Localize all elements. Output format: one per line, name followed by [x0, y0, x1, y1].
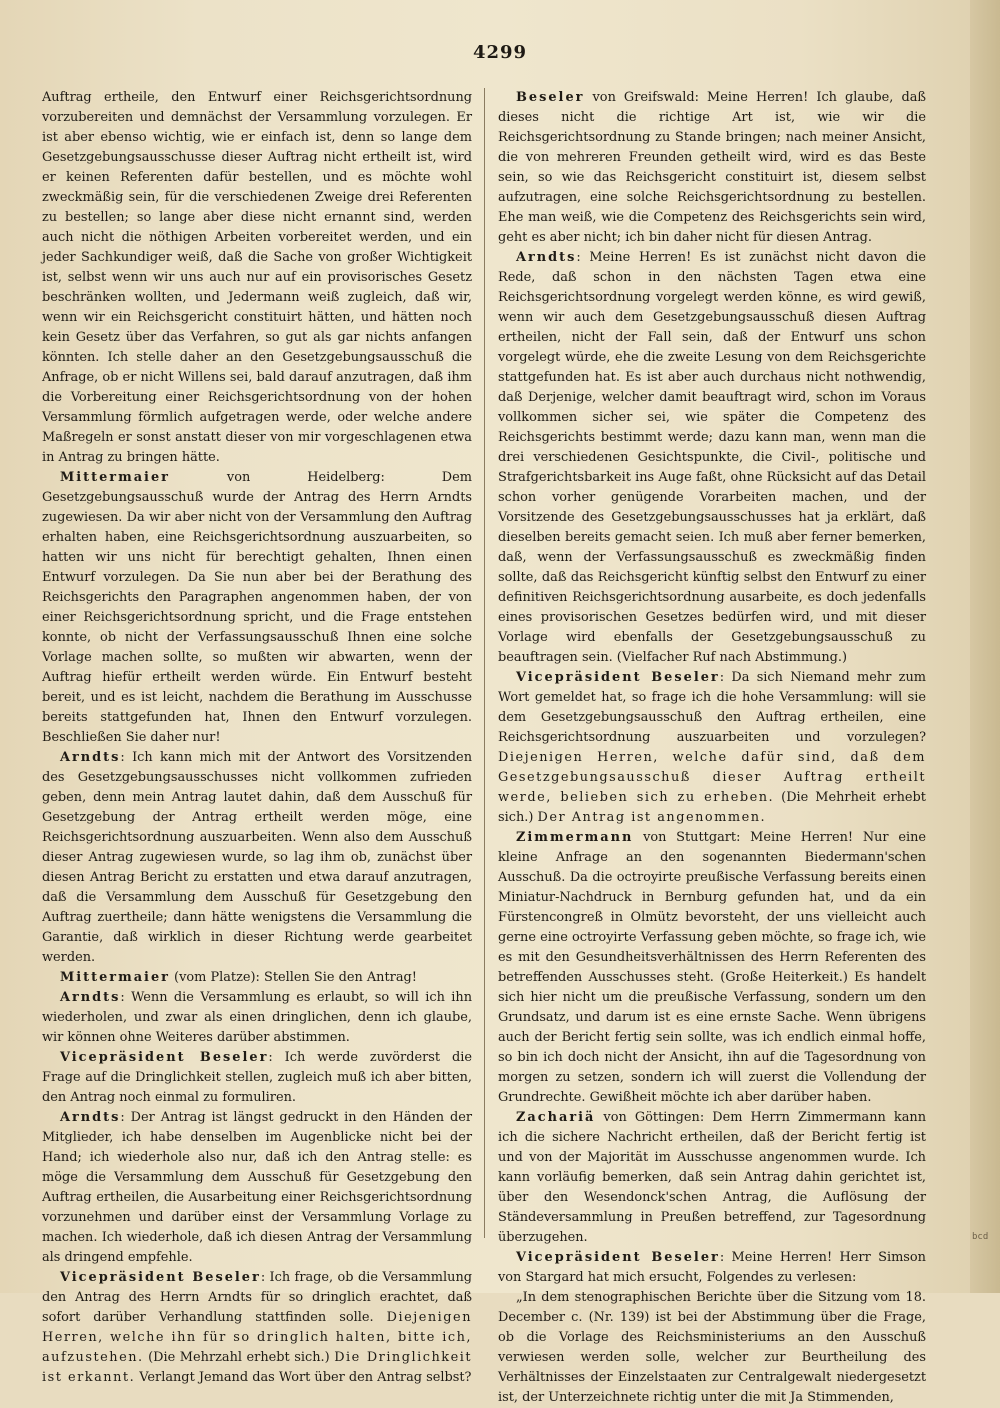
paragraph: [498, 1108, 926, 1248]
paragraph: Auftrag ertheile, den Entwurf einer Reichsgerichtsordnung vorzubereiten und demnächst der Versammlung vorzulegen. Er ist aber ebenso wichtig, wie er einfach ist, denn so lange dem Gesetzgebungsausschusse dieser Auftrag nicht ertheilt ist, wird er keinen Referenten dafür bestellen, und es möchte wohl zweckmäßig sein, für die verschiedenen Zweige drei Referenten zu bestellen; so lange aber diese nicht ernannt sind, werden auch nicht die nöthigen Arbeiten vorbereitet werden, und ein jeder Sachkundiger weiß, daß die Sache von großer Wichtigkeit ist, selbst wenn wir uns auch nur auf ein provisorisches Gesetz beschränken wollten, und Jedermann weiß zugleich, daß wir, wenn wir ein Reichsgericht constituirt hätten, und hätten noch kein Gesetz über das Verfahren, so gut als gar nichts anfangen könnten. Ich stelle daher an den Gesetzgebungsausschuß die Anfrage, ob er nicht Willens sei, bald darauf anzutragen, daß ihm die Vorbereitung einer Reichsgerichtsordnung von der hohen Versammlung förmlich aufgetragen werde, oder welche andere Maßregeln er sonst anstatt dieser von mir vorgeschlagenen etwa in Antrag zu bringen hätte.: [42, 90, 472, 465]
spaced-text: Der Antrag ist angenommen.: [537, 810, 767, 825]
speech-text: (vom Platze): Stellen Sie den Antrag!: [169, 970, 417, 985]
speaker-name: Vicepräsident Beseler: [516, 670, 720, 685]
speech-text: : Da sich Niemand mehr zum Wort gemeldet hat, so frage ich die hohe Versammlung: will sie dem Gesetzgebungsausschuß den Auftrag ertheilen, eine Reichsgerichtsordnung auszuarbeiten und vorzulegen?: [498, 670, 926, 745]
speaker-name: Mittermaier: [60, 970, 170, 985]
speaker-name: Arndts: [60, 990, 121, 1005]
speaker-name: Vicepräsident Beseler: [60, 1270, 261, 1285]
speech-text: von Stuttgart: Meine Herren! Nur eine kleine Anfrage an den sogenannten Biedermann'schen Ausschuß. Da die octroyirte preußische Verfassung bereits einen Miniatur-Nachdruck in Bernburg gefunden hat, und da ein Fürstencongreß in Olmütz bevorsteht, der uns vielleicht auch gerne eine octroyirte Verfassung geben möchte, so frage ich, wie es mit den Gesundheitsverhältnissen des Herrn Referenten des betreffenden Ausschusses steht. (Große Heiterkeit.) Es handelt sich hier nicht um die preußische Verfassung, sondern um den Grundsatz, und darum ist es eine ernste Sache. Wenn übrigens auch der Bericht fertig sein sollte, was ich endlich einmal hoffe, so bin ich doch nicht der Ansicht, ihn auf die Tagesordnung von morgen zu setzen, sondern ich will zuerst die Vollendung der Grundrechte. Gewißheit möchte ich aber darüber haben.: [498, 830, 926, 1105]
speech-text: : Wenn die Versammlung es erlaubt, so will ich ihn wiederholen, und zwar als einen dringlichen, denn ich glaube, wir können ohne Weiteres darüber abstimmen.: [42, 990, 472, 1045]
speaker-name: Vicepräsident Beseler: [516, 1250, 720, 1265]
speaker-name: Zachariä: [516, 1110, 596, 1125]
paragraph: [42, 988, 472, 1048]
paragraph: [498, 88, 926, 248]
speech-text: : Ich frage, ob die Versammlung den Antrag des Herrn Arndts für so dringlich erachtet, daß sofort darüber Verhandlung stattfinden solle.: [42, 1270, 472, 1325]
speech-text: (Die Mehrzahl erhebt sich.): [143, 1350, 335, 1365]
paragraph: [498, 248, 926, 668]
speaker-name: Mittermaier: [60, 470, 170, 485]
speaker-name: Arndts: [516, 250, 577, 265]
paragraph: [498, 828, 926, 1108]
speech-text: : Ich kann mich mit der Antwort des Vorsitzenden des Gesetzgebungsausschusses nicht vollkommen zufrieden geben, denn mein Antrag lautet dahin, daß dem Ausschuß für Gesetzgebung der Antrag ertheilt werden möge, eine Reichsgerichtsordnung auszuarbeiten. Wenn also dem Ausschuß dieser Antrag zugewiesen wurde, so lag ihm ob, zunächst über diesen Antrag Bericht zu erstatten und etwa darauf anzutragen, daß die Versammlung dem Ausschuß für Gesetzgebung den Auftrag zuertheile; dann hätte wenigstens die Versammlung die Garantie, daß wirklich in dieser Richtung werde gearbeitet werden.: [42, 750, 472, 965]
spaced-text: Diejenigen Herren, welche dafür sind, daß dem Gesetzgebungsausschuß dieser Auftrag ertheilt werde, belieben sich zu erheben.: [498, 750, 926, 805]
speech-text: von Greifswald: Meine Herren! Ich glaube, daß dieses nicht die richtige Art ist, wie wir die Reichsgerichtsordnung zu Stande bringen; nach meiner Ansicht, die von mehreren Freunden getheilt wird, wird es das Beste sein, so wie das Reichsgericht constituirt ist, diesem selbst aufzutragen, eine solche Reichsgerichtsordnung zu bestellen. Ehe man weiß, wie die Competenz des Reichsgerichts sein wird, geht es aber nicht; ich bin daher nicht für diesen Antrag.: [498, 90, 926, 245]
paragraph: [42, 1108, 472, 1268]
speaker-name: Vicepräsident Beseler: [60, 1050, 269, 1065]
paragraph: [42, 1048, 472, 1108]
speech-text: Verlangt Jemand das Wort über den Antrag selbst?: [135, 1370, 472, 1385]
left-column: [42, 88, 473, 1385]
column-divider: [484, 88, 485, 1238]
speech-text: : Ich werde zuvörderst die Frage auf die Dringlichkeit stellen, zugleich muß ich aber bitten, den Antrag noch einmal zu formuliren.: [42, 1050, 472, 1105]
spaced-text: Die Dringlichkeit ist erkannt.: [42, 1350, 473, 1385]
speech-text: : Meine Herren! Herr Simson von Stargard hat mich ersucht, Folgendes zu verlesen:: [498, 1250, 926, 1285]
page-edge-strip: [970, 0, 1000, 1293]
paragraph: [498, 668, 926, 828]
page-number: 4299: [472, 42, 528, 63]
paragraph: [42, 968, 472, 988]
speech-text: von Heidelberg: Dem Gesetzgebungsausschuß wurde der Antrag des Herrn Arndts zugewiesen. Da wir aber nicht von der Versammlung den Auftrag erhalten haben, eine Reichsgerichtsordnung auszuarbeiten, so hatten wir uns nicht für berechtigt gehalten, Ihnen einen Entwurf vorzulegen. Da Sie nun aber bei der Berathung des Reichsgerichts den Paragraphen angenommen haben, der von einer Reichsgerichtsordnung spricht, und die Frage entstehen konnte, ob nicht der Verfassungsausschuß Ihnen eine solche Vorlage machen sollte, so mußten wir abwarten, wenn der Auftrag hiefür ertheilt werden würde. Ein Entwurf besteht bereit, und es ist leicht, nachdem die Berathung im Ausschusse bereits stattgefunden hat, Ihnen den Entwurf vorzulegen. Beschließen Sie daher nur!: [42, 470, 472, 745]
speaker-name: Zimmermann: [516, 830, 634, 845]
paragraph: [42, 748, 472, 968]
paragraph: [42, 1268, 472, 1388]
speaker-name: Arndts: [60, 1110, 121, 1125]
paragraph: „In dem stenographischen Berichte über die Sitzung vom 18. December c. (Nr. 139) ist bei der Abstimmung über die Frage, ob die Vorlage des Reichsministeriums an den Ausschuß verwiesen werden solle, welcher zur Beurtheilung des Verhältnisses der Einzelstaaten zur Centralgewalt niedergesetzt ist, der Unterzeichnete richtig unter die mit Ja Stimmenden,: [498, 1290, 926, 1405]
speech-text: : Der Antrag ist längst gedruckt in den Händen der Mitglieder, ich habe denselben im Augenblicke nicht bei der Hand; ich wiederhole also nur, daß ich den Antrag stelle: es möge die Versammlung dem Ausschuß für Gesetzgebung den Auftrag ertheilen, die Ausarbeitung einer Reichsgerichtsordnung vorzunehmen und darüber einst der Versammlung Vorlage zu machen. Ich wiederhole, daß ich diesen Antrag der Versammlung als dringend empfehle.: [42, 1110, 472, 1265]
spaced-text: Diejenigen Herren, welche ihn für so dringlich halten, bitte ich, aufzustehen.: [42, 1310, 472, 1365]
speaker-name: Arndts: [60, 750, 121, 765]
speech-text: (Die Mehrheit erhebt sich.): [498, 790, 926, 825]
speech-text: von Göttingen: Dem Herrn Zimmermann kann ich die sichere Nachricht ertheilen, daß der Bericht fertig ist und von der Majorität im Ausschusse angenommen wurde. Ich kann vorläufig bemerken, daß sein Antrag dahin gerichtet ist, über den Wesendonck'schen Antrag, die Auflösung der Ständeversammlung in Preußen betreffend, zur Tagesordnung überzugehen.: [498, 1110, 926, 1245]
speaker-name: Beseler: [516, 90, 585, 105]
paragraph: [498, 1248, 926, 1288]
right-column: [498, 88, 926, 1405]
paragraph: [42, 468, 472, 748]
speech-text: : Meine Herren! Es ist zunächst nicht davon die Rede, daß schon in den nächsten Tagen etwa eine Reichsgerichtsordnung vorgelegt werden könne, es wird gewiß, wenn wir auch dem Gesetzgebungsausschuß diesen Auftrag ertheilen, nicht der Fall sein, daß der Entwurf uns schon vorgelegt würde, ehe die zweite Lesung von dem Reichsgerichte stattgefunden hat. Es ist aber auch durchaus nicht nothwendig, daß Derjenige, welcher damit beauftragt wird, schon im Voraus vollkommen sicher sei, wie später die Competenz des Reichsgerichts bestimmt werde; dazu kann man, wenn man die drei verschiedenen Gesichtspunkte, die Civil-, politische und Strafgerichtsbarkeit ins Auge faßt, ohne Rücksicht auf das Detail schon vorher genügende Vorarbeiten machen, und der Vorsitzende des Gesetzgebungsausschusses hat ja erklärt, daß dieselben bereits gemacht seien. Ich muß aber ferner bemerken, daß, wenn der Verfassungsausschuß es zweckmäßig finden sollte, daß das Reichsgericht künftig selbst den Entwurf zu einer definitiven Reichsgerichtsordnung ausarbeite, es doch jedenfalls eines provisorischen Gesetzes bedürfen wird, und mit dieser Vorlage wird ebenfalls der Gesetzgebungsausschuß zu beauftragen sein. (Vielfacher Ruf nach Abstimmung.): [498, 250, 926, 665]
edge-label: bcd: [972, 1232, 989, 1242]
